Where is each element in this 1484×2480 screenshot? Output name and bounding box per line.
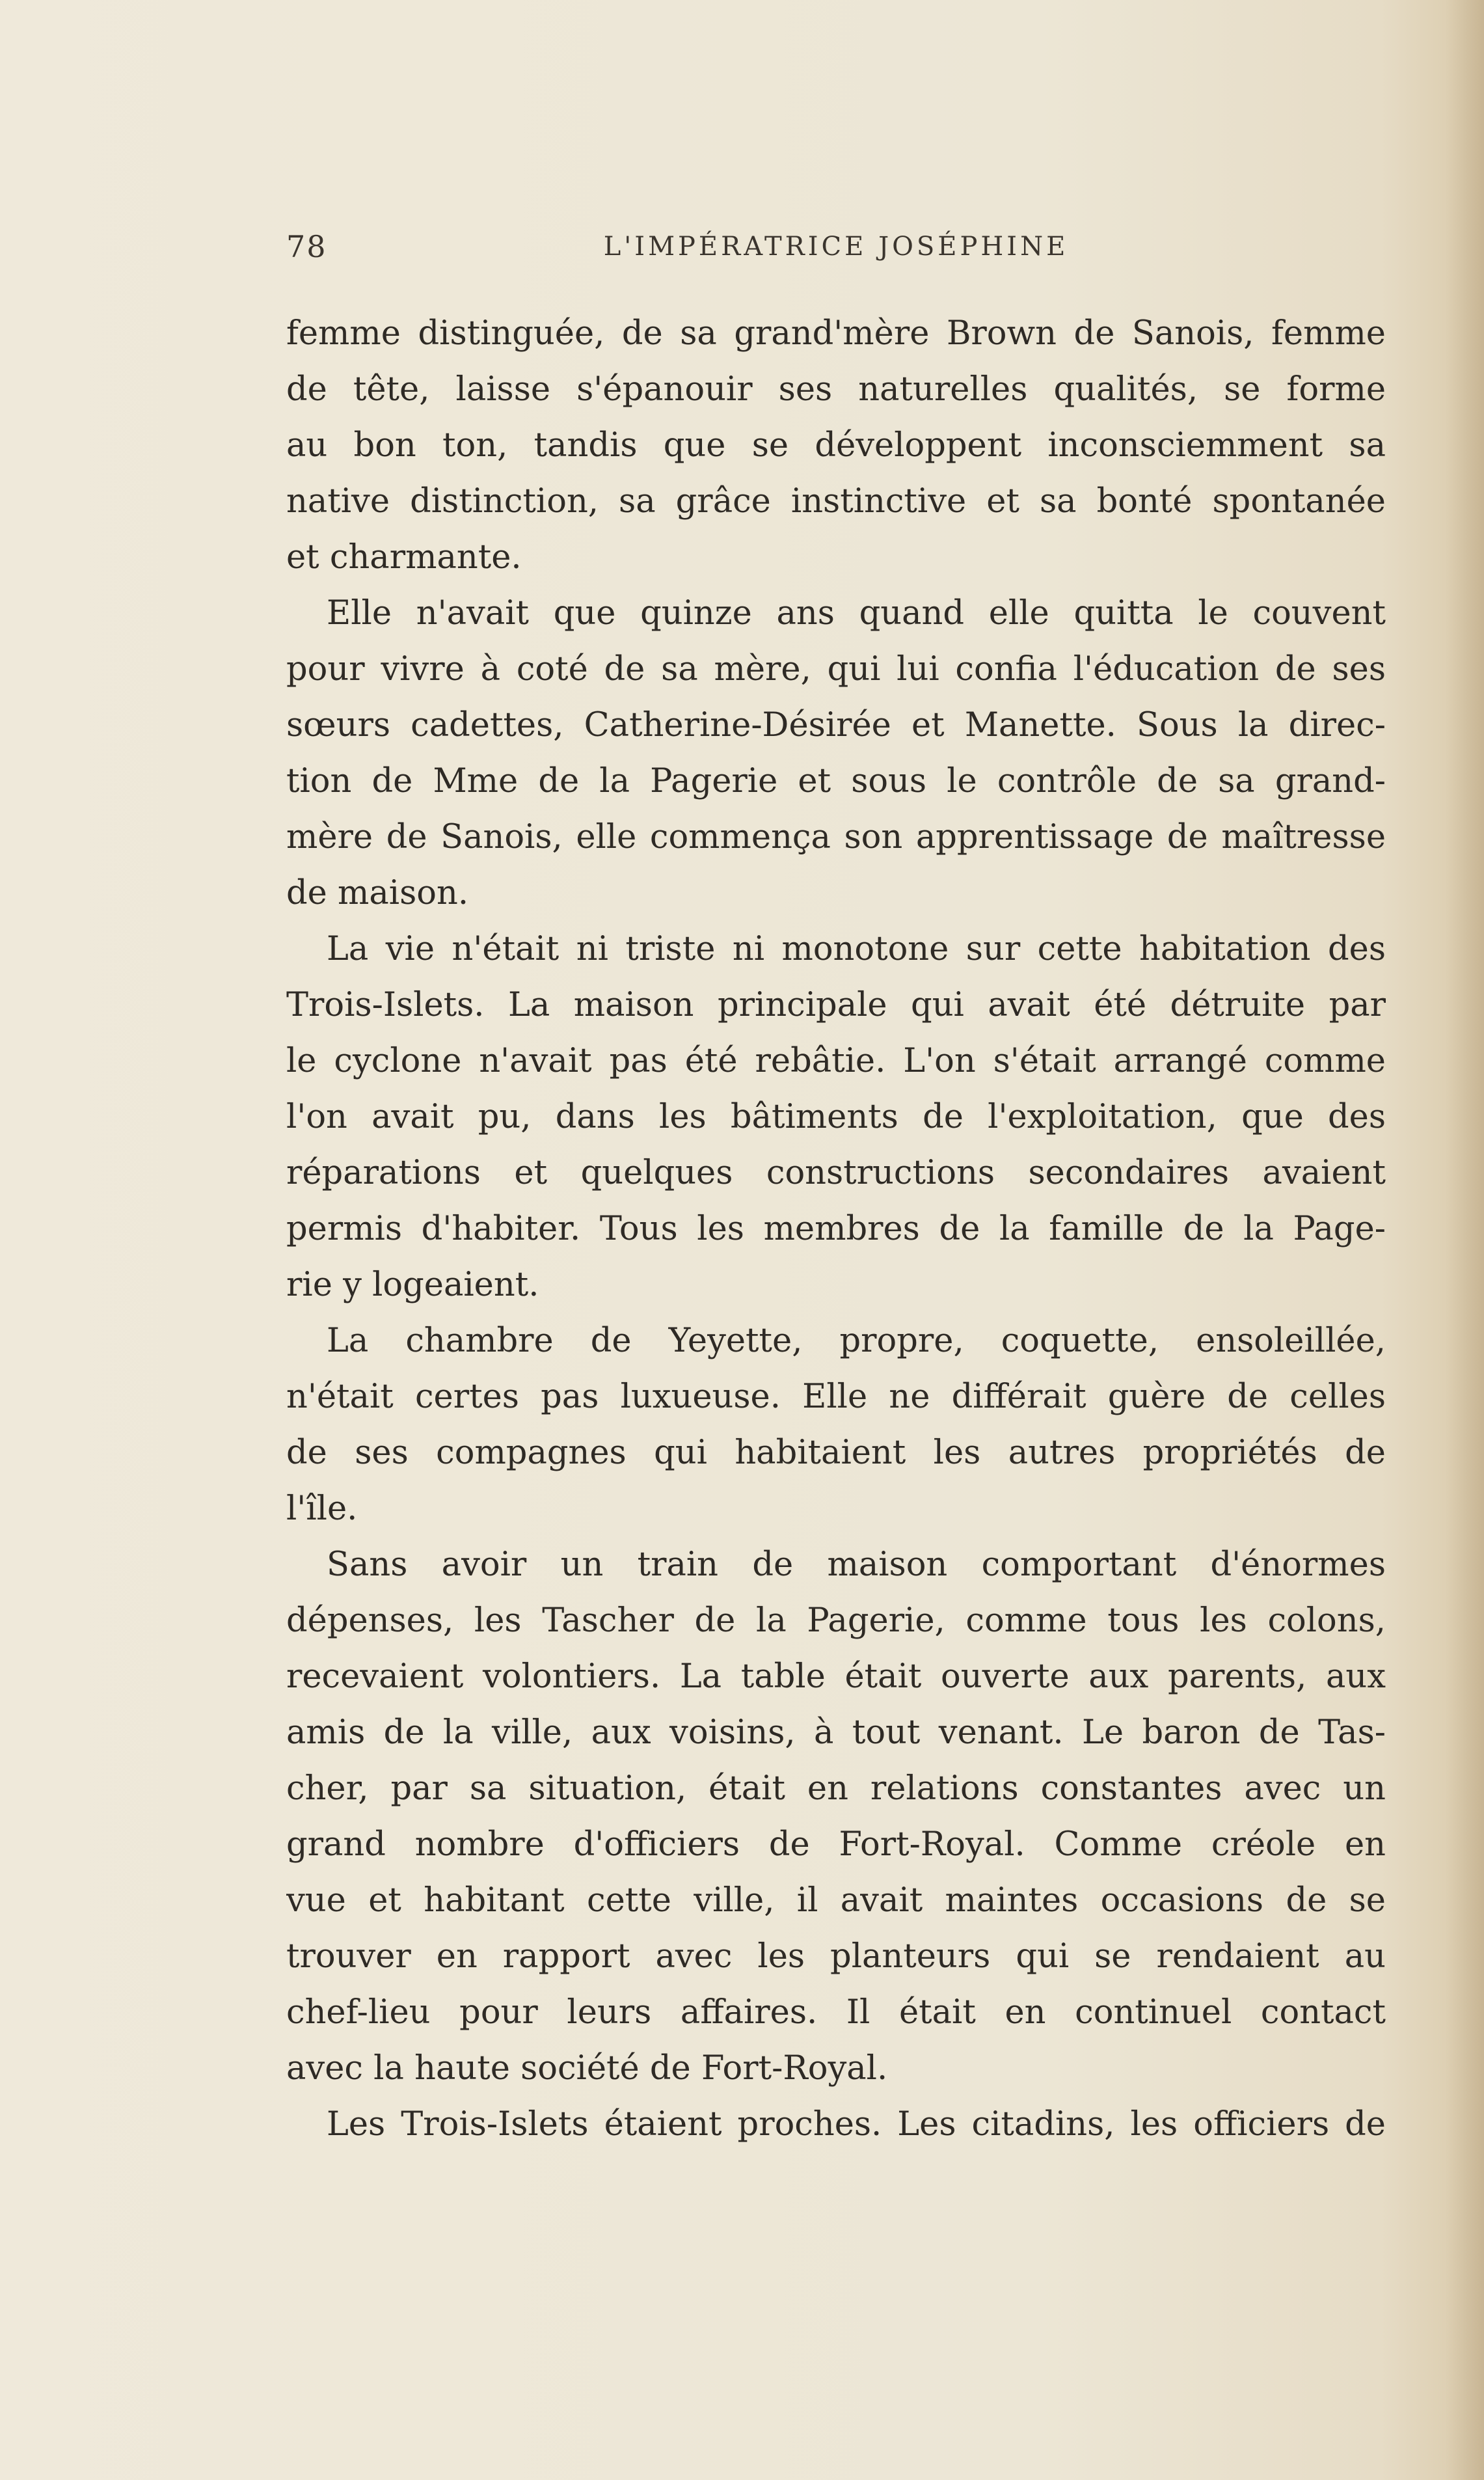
text-line: permis d'habiter. Tous les membres de la famille de la Page- [286, 1210, 1386, 1248]
text-line: Trois-Islets. La maison principale qui avait été détruite par [286, 986, 1386, 1024]
page-edge-shadow [1445, 0, 1484, 2480]
text-line: recevaient volontiers. La table était ouverte aux parents, aux [286, 1657, 1386, 1696]
text-line: réparations et quelques constructions secondaires avaient [286, 1154, 1386, 1192]
text-line: chef-lieu pour leurs affaires. Il était en continuel contact [286, 1993, 1386, 2032]
body-text [286, 306, 1386, 2153]
text-line: Les Trois-Islets étaient proches. Les citadins, les officiers de [327, 2105, 1386, 2144]
page-number: 78 [286, 229, 327, 264]
text-line: sœurs cadettes, Catherine-Désirée et Manette. Sous la direc- [286, 706, 1386, 744]
text-line: au bon ton, tandis que se développent inconsciemment sa [286, 426, 1386, 465]
text-line: trouver en rapport avec les planteurs qui se rendaient au [286, 1937, 1386, 1976]
text-line: de tête, laisse s'épanouir ses naturelles qualités, se forme [286, 370, 1386, 409]
text-line: de ses compagnes qui habitaient les autres propriétés de [286, 1434, 1386, 1472]
text-line: native distinction, sa grâce instinctive et sa bonté spontanée [286, 482, 1386, 521]
text-line: dépenses, les Tascher de la Pagerie, comme tous les colons, [286, 1601, 1386, 1640]
text-line: et charmante. [286, 538, 522, 577]
text-line: La vie n'était ni triste ni monotone sur cette habitation des [327, 930, 1386, 968]
text-line: avec la haute société de Fort-Royal. [286, 2049, 888, 2088]
text-line: pour vivre à coté de sa mère, qui lui confia l'éducation de ses [286, 650, 1386, 688]
text-line: La chambre de Yeyette, propre, coquette, ensoleillée, [327, 1322, 1386, 1360]
text-line: vue et habitant cette ville, il avait maintes occasions de se [286, 1881, 1386, 1920]
text-line: n'était certes pas luxueuse. Elle ne différait guère de celles [286, 1378, 1386, 1416]
text-line: tion de Mme de la Pagerie et sous le contrôle de sa grand- [286, 762, 1386, 800]
text-line: grand nombre d'officiers de Fort-Royal. Comme créole en [286, 1825, 1386, 1864]
text-line: femme distinguée, de sa grand'mère Brown de Sanois, femme [286, 314, 1386, 353]
text-line: mère de Sanois, elle commença son apprentissage de maîtresse [286, 818, 1386, 856]
page-header [286, 229, 1386, 281]
text-line: amis de la ville, aux voisins, à tout venant. Le baron de Tas- [286, 1713, 1386, 1752]
running-title: L'IMPÉRATRICE JOSÉPHINE [603, 232, 1069, 262]
text-line: l'on avait pu, dans les bâtiments de l'exploitation, que des [286, 1098, 1386, 1136]
text-line: l'île. [286, 1490, 358, 1528]
text-line: Elle n'avait que quinze ans quand elle quitta le couvent [327, 594, 1386, 633]
text-line: de maison. [286, 874, 469, 912]
text-line: rie y logeaient. [286, 1266, 539, 1304]
text-line: le cyclone n'avait pas été rebâtie. L'on s'était arrangé comme [286, 1042, 1386, 1080]
text-line: Sans avoir un train de maison comportant d'énormes [327, 1546, 1386, 1584]
text-line: cher, par sa situation, était en relations constantes avec un [286, 1769, 1386, 1808]
